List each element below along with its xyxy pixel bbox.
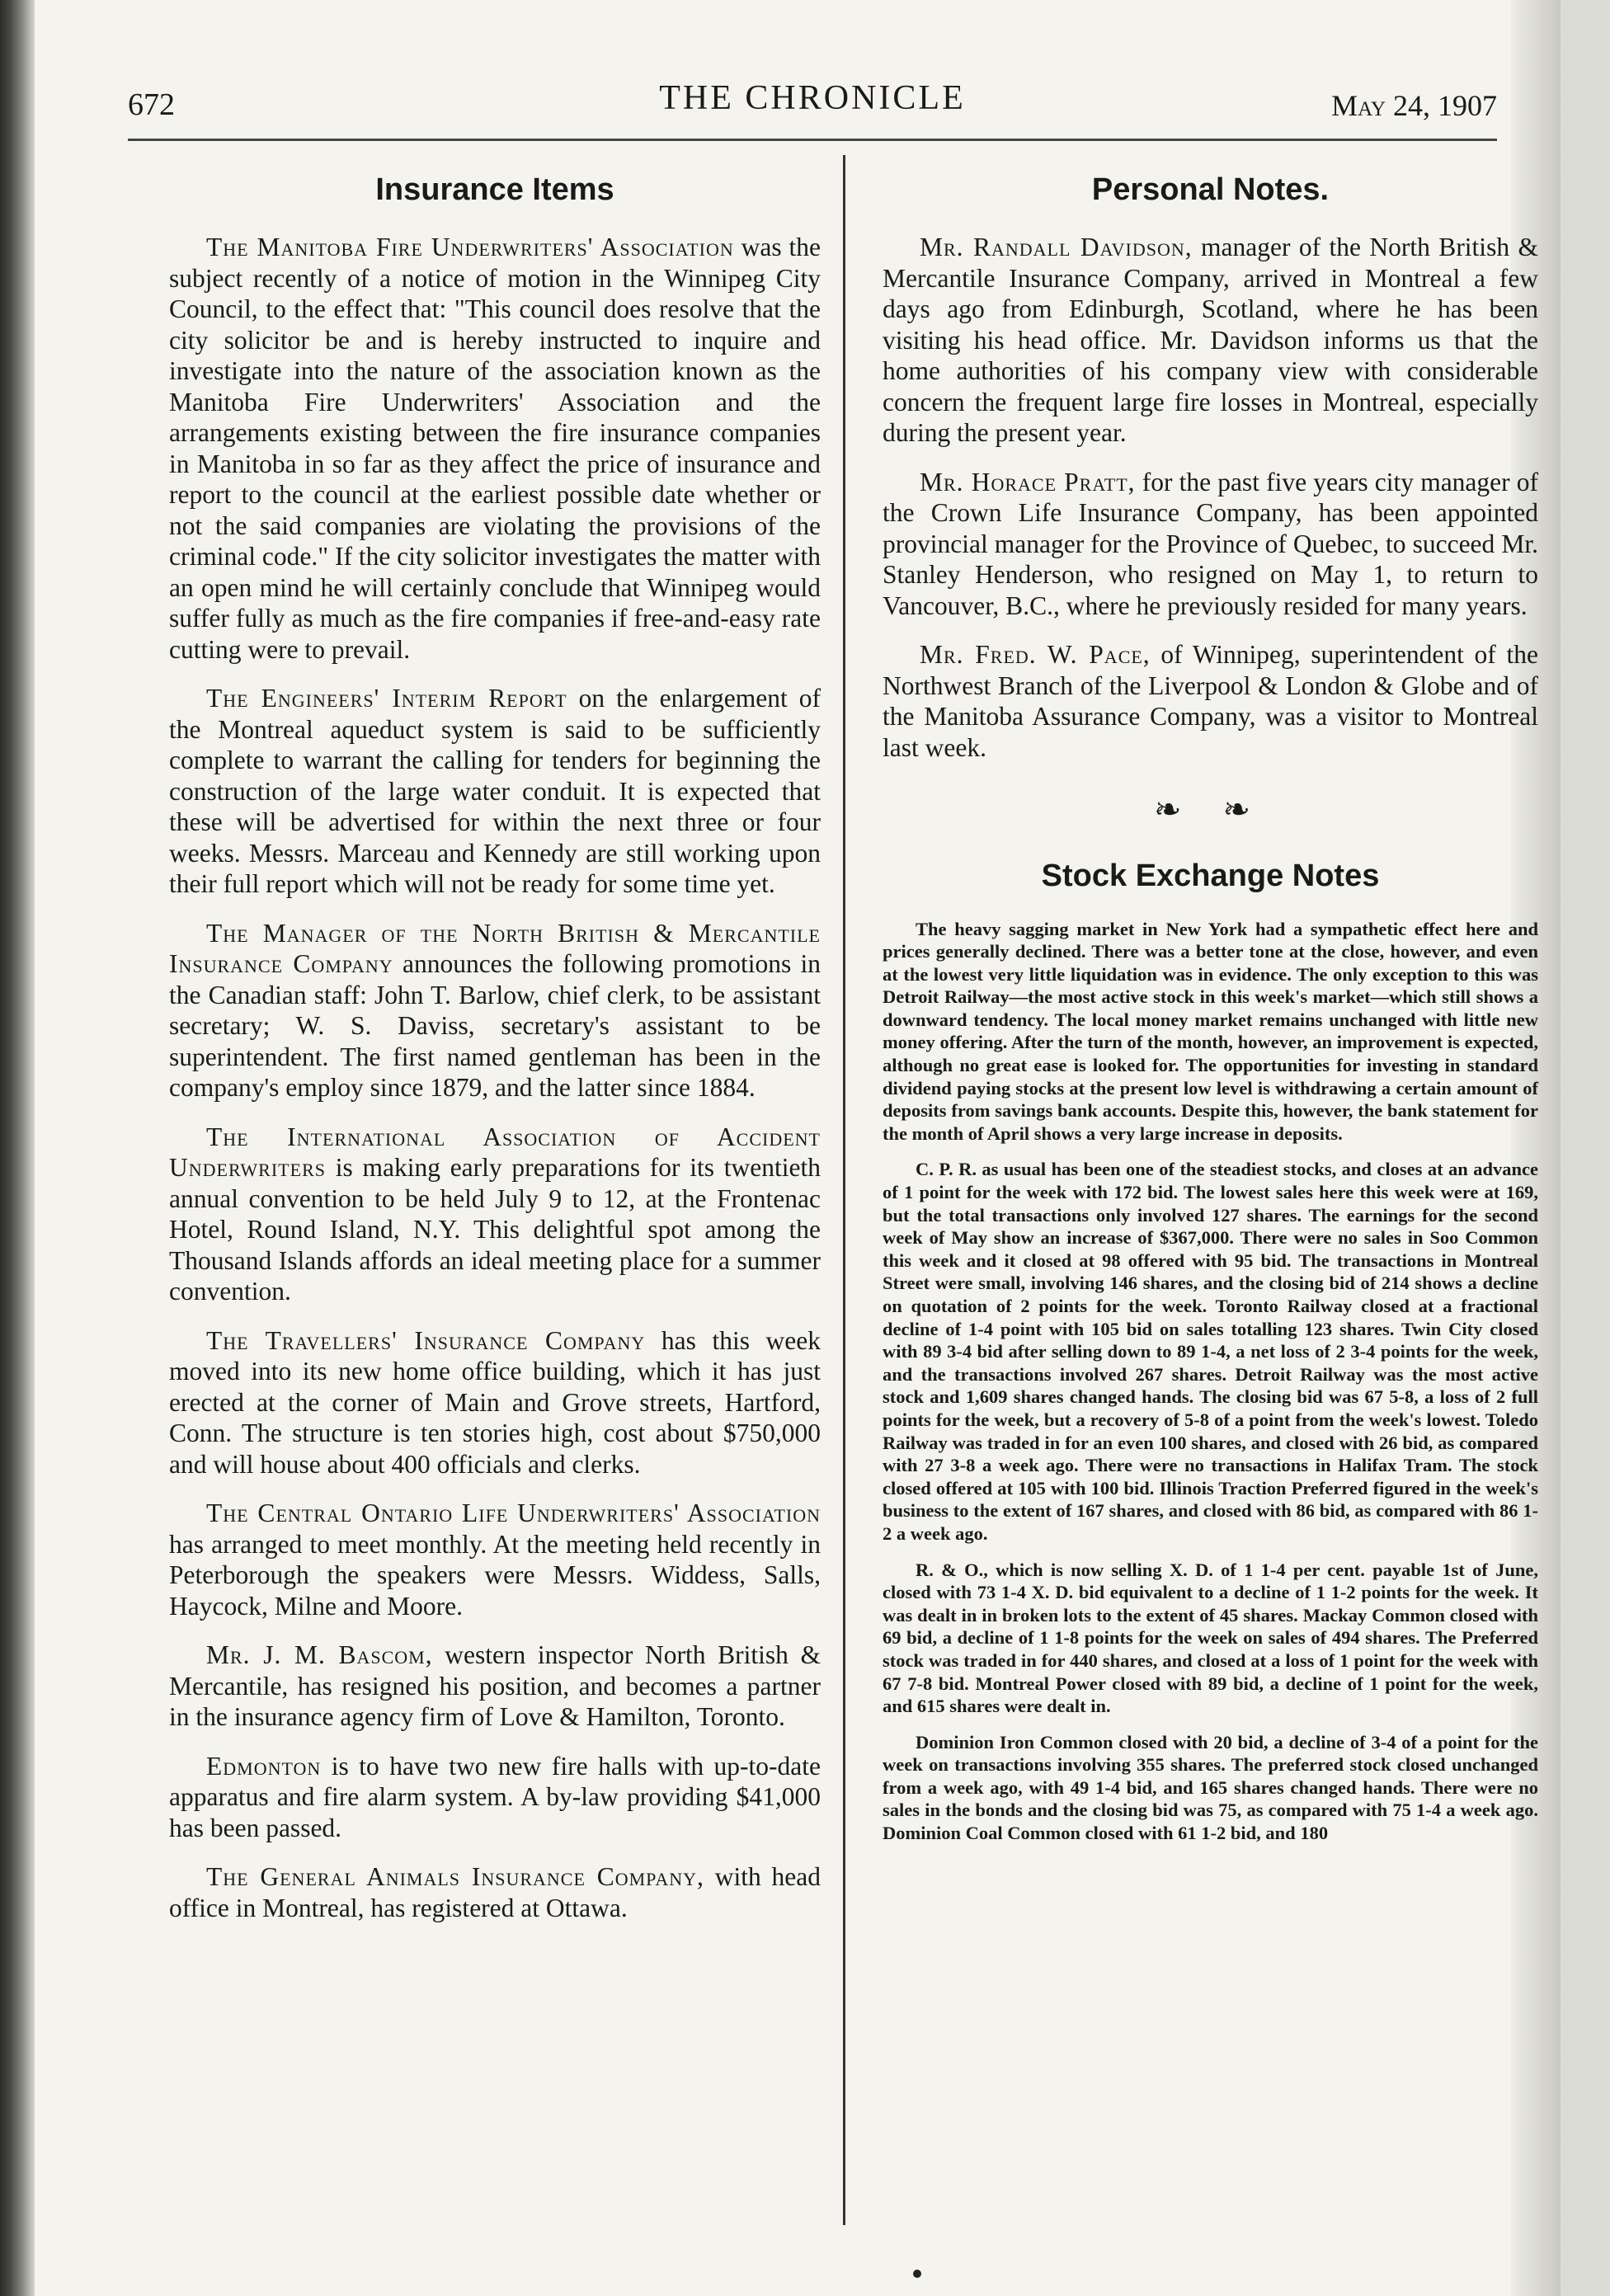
insurance-items-column bbox=[169, 169, 821, 1941]
personal-note-paragraph: Mr. Horace Pratt, for the past five years city manager of the Crown Life Insurance Company, has been appointed provincial manager for the Province of Quebec, to succeed Mr. Stanley Henderson, who resigned on May 1, to return to Vancouver, B.C., where he previously resided for many years. bbox=[883, 467, 1539, 620]
section-ornament: ❧ ❧ bbox=[1153, 791, 1268, 828]
issue-date: May 24, 1907 bbox=[1331, 89, 1497, 122]
article-paragraph: The Engineers' Interim Report on the enlargement of the Montreal aqueduct system is said to be sufficiently complete to warrant the calling for tenders for beginning the construction of the large water conduit. It is expected that these will be advertised for within the next three or four weeks. Messrs. Marceau and Kennedy are still working upon their full report which will not be ready for some time yet. bbox=[169, 684, 821, 898]
notes-column bbox=[883, 169, 1538, 1858]
personal-note-paragraph: Mr. Randall Davidson, manager of the North British & Mercantile Insurance Company, arrived in Montreal a few days ago from Edinburgh, Scotland, where he has been visiting his head office. Mr. Davidson informs us that the home authorities of his company view with considerable concern the frequent large fire losses in Montreal, especially during the present year. bbox=[883, 233, 1538, 447]
article-paragraph: The General Animals Insurance Company, with head office in Montreal, has registered at Ottawa. bbox=[169, 1862, 821, 1922]
stock-note-paragraph: The heavy sagging market in New York had a sympathetic effect here and prices generally declined. There was a better tone at the close, however, and even at the lowest very little liquidation was in evidence. The only exception to this was Detroit Railway—the most active stock in this week's market—which still shows a downward tendency. The local money market remains unchanged with little new money offering. After the turn of the month, however, an improvement is expected, although no great ease is looked for. The opportunities for investing in standard dividend paying stocks at the present low level is withdrawing a certain amount of deposits from savings bank accounts. Despite this, however, the bank statement for the month of April shows a very large increase in deposits. bbox=[883, 918, 1538, 1144]
header-rule bbox=[128, 139, 1497, 141]
publication-title: THE CHRONICLE bbox=[659, 79, 966, 117]
printer-dot bbox=[913, 2270, 921, 2278]
article-paragraph: Mr. J. M. Bascom, western inspector North British & Mercantile, has resigned his position, and becomes a partner in the insurance agency firm of Love & Hamilton, Toronto. bbox=[169, 1640, 821, 1731]
article-paragraph: The Manitoba Fire Underwriters' Association was the subject recently of a notice of motion in the Winnipeg City Council, to the effect that: "This council does resolve that the city solicitor be and is hereby instructed to inquire and investigate into the nature of the association known as the Manitoba Fire Underwriters' Association and the arrangements existing between the fire insurance companies in Manitoba in so far as they affect the price of insurance and report to the council at the earliest possible date whether or not the said companies are violating the provisions of the criminal code." If the city solicitor investigates the matter with an open mind he will certainly conclude that Winnipeg would suffer fully as much as the fire companies if free-and-easy rate cutting were to prevail. bbox=[169, 233, 821, 664]
article-paragraph: Edmonton is to have two new fire halls with up-to-date apparatus and fire alarm system. A by-law providing $41,000 has been passed. bbox=[169, 1751, 821, 1842]
insurance-items-heading: Insurance Items bbox=[375, 172, 614, 207]
personal-notes-heading: Personal Notes. bbox=[1091, 172, 1330, 207]
stock-note-paragraph: Dominion Iron Common closed with 20 bid, a decline of 3-4 of a point for the week on transactions involving 355 shares. The preferred stock closed unchanged from a week ago, with 49 1-4 bid, and 165 shares changed hands. There were no sales in the bonds and the closing bid was 75, as compared with 75 1-4 a week ago. Dominion Coal Common closed with 61 1-2 bid, and 180 bbox=[883, 1731, 1538, 1844]
article-paragraph: The International Association of Accident Underwriters is making early preparations for its twentieth annual convention to be held July 9 to 12, at the Frontenac Hotel, Round Island, N.Y. This delightful spot among the Thousand Islands affords an ideal meeting place for a summer convention. bbox=[169, 1122, 821, 1306]
page-header bbox=[128, 78, 1497, 128]
page-number: 672 bbox=[128, 87, 175, 122]
scan-binding-shadow bbox=[0, 0, 35, 2296]
article-paragraph: The Travellers' Insurance Company has this week moved into its new home office building, which it has just erected at the corner of Main and Grove streets, Hartford, Conn. The structure is ten stories high, cost about $750,000 and will house about 400 officials and clerks. bbox=[169, 1325, 821, 1479]
stock-note-paragraph: R. & O., which is now selling X. D. of 1 1-4 per cent. payable 1st of June, closed with 73 1-4 X. D. bid equivalent to a decline of 1 1-2 points for the week. It was dealt in in broken lots to the extent of 45 shares. Mackay Common closed with 69 bid, a decline of 1 1-8 points for the week on sales of 494 shares. The Preferred stock was traded in for 440 shares, and closed at a loss of 1 point for the week with 67 7-8 bid. Montreal Power closed with 89 bid, a decline of 1 point for the week, and 615 shares were dealt in. bbox=[883, 1559, 1538, 1717]
article-paragraph: The Central Ontario Life Underwriters' Association has arranged to meet monthly. At the meeting held recently in Peterborough the speakers were Messrs. Widdess, Salls, Haycock, Milne and Moore. bbox=[169, 1499, 821, 1621]
stock-note-paragraph: C. P. R. as usual has been one of the steadiest stocks, and closes at an advance of 1 point for the week with 172 bid. The lowest sales here this week were at 169, but the total transactions only involved 127 shares. The earnings for the second week of May show an increase of $367,000. There were no sales in Soo Common this week and it closed at 98 offered with 95 bid. The transactions in Montreal Street were small, involving 146 shares, and the closing bid of 214 shows a decline on quotation of 2 points for the week. Toronto Railway closed at a fractional decline of 1-4 point with 105 bid on sales totalling 123 shares. Twin City closed with 89 3-4 bid after selling down to 89 1-4, a net loss of 2 3-4 points for the week, and the transactions involved 267 shares. Detroit Railway was the most active stock and 1,609 shares changed hands. The closing bid was 67 5-8, a loss of 2 full points for the week, but a recovery of 5-8 of a point from the week's lowest. Toledo Railway was traded in for an even 100 shares, and closed with 26 bid, as compared with 27 3-8 a week ago. There were no transactions in Halifax Tram. The stock closed offered at 105 with 100 bid. Illinois Traction Preferred figured in the week's business to the extent of 167 shares, and closed with 86 bid, as compared with 86 1-2 a week ago. bbox=[883, 1159, 1538, 1544]
personal-note-paragraph: Mr. Fred. W. Pace, of Winnipeg, superintendent of the Northwest Branch of the Liverpool & London & Globe and of the Manitoba Assurance Company, was a visitor to Montreal last week. bbox=[883, 640, 1538, 762]
article-paragraph: The Manager of the North British & Mercantile Insurance Company announces the following promotions in the Canadian staff: John T. Barlow, chief clerk, to be assistant secretary; W. S. Daviss, secretary's assistant to be superintendent. The first named gentleman has been in the company's employ since 1879, and the latter since 1884. bbox=[169, 918, 821, 1102]
column-divider bbox=[843, 155, 845, 2225]
stock-exchange-heading: Stock Exchange Notes bbox=[1041, 858, 1380, 893]
